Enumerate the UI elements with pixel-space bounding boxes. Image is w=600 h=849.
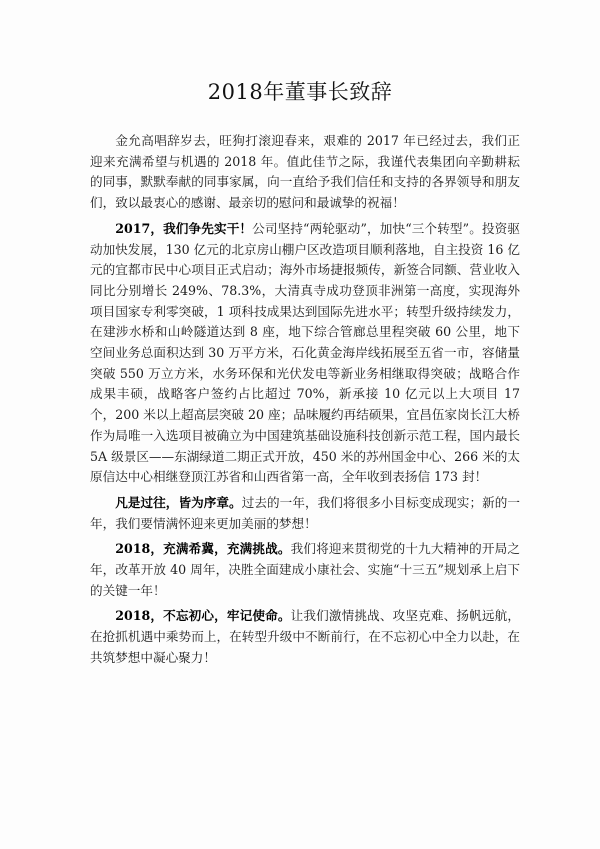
paragraph-text: 过去的一年，我们将很多小目标变成现实；新的一年，我们要情满怀迎来更加美丽的梦想！	[90, 494, 521, 531]
paragraph-text: 金允高唱辞岁去，旺狗打滚迎春来，艰难的 2017 年已经过去，我们正迎来充满希望与机遇的 2018 年。值此佳节之际，我谨代表集团向辛勤耕耘的同事，默默奉献的同事家属，向一直给予我们信任和支持的各界领导和朋友们，致以最衷心的感谢、最亲切的慰问和最诚挚的祝福！	[90, 133, 520, 211]
paragraph-2017-review	[90, 219, 520, 488]
paragraph-lead: 2018，充满希冀，充满挑战。	[115, 541, 291, 557]
paragraph-text: 公司坚持“两轮驱动”，加快“三个转型”。投资驱动加快发展，130 亿元的北京房山棚户区改造项目顺利落地，自主投资 16 亿元的宜都市民中心项目正式启动；海外市场捷报频传，新签合同额、营业收入同比分别增长 249%、78.3%，大清真寺成功登顶非洲第一高度，实现海外项目国家专利零突破，1 项科技成果达到国际先进水平；转型升级持续发力，在建涉水桥和山岭隧道达到 8 座，地下综合管廊总里程突破 60 公里，地下空间业务总面积达到 30 万平方米，石化黄金海岸线拓展至五省一市，容储量突破 550 万立方米，水务环保和光伏发电等新业务相继取得突破；战略合作成果丰硕，战略客户签约占比超过 70%，新承接 10 亿元以上大项目 17 个，200 米以上超高层突破 20 座；品味履约再结硕果，宜昌伍家岗长江大桥作为局唯一入选项目被确立为中国建筑基础设施科技创新示范工程，国内最长 5A 级景区——东湖绿道二期正式开放，450 米的苏州国金中心、266 米的太原信达中心相继登顶江苏省和山西省第一高，全年收到表扬信 173 封！	[90, 220, 520, 485]
paragraph-lead: 凡是过往，皆为序章。	[115, 494, 242, 510]
paragraph-2018-mission	[90, 606, 520, 668]
paragraph-transition	[90, 493, 520, 534]
document-body	[90, 131, 520, 674]
paragraph-2018-challenge	[90, 539, 520, 601]
document-title: 2018年董事长致辞	[207, 80, 393, 104]
paragraph-lead: 2017，我们争先实干！	[115, 220, 253, 236]
paragraph-lead: 2018，不忘初心，牢记使命。	[115, 608, 291, 624]
paragraph-opening	[90, 131, 520, 214]
paragraph-text: 让我们激情挑战、攻坚克难、扬帆远航，在抢抓机遇中乘势而上，在转型升级中不断前行，在不忘初心中全力以赴，在共筑梦想中凝心聚力！	[90, 608, 520, 665]
paragraph-text: 我们将迎来贯彻党的十九大精神的开局之年，改革开放 40 周年，决胜全面建成小康社会、实施“十三五”规划承上启下的关键一年！	[90, 541, 520, 598]
